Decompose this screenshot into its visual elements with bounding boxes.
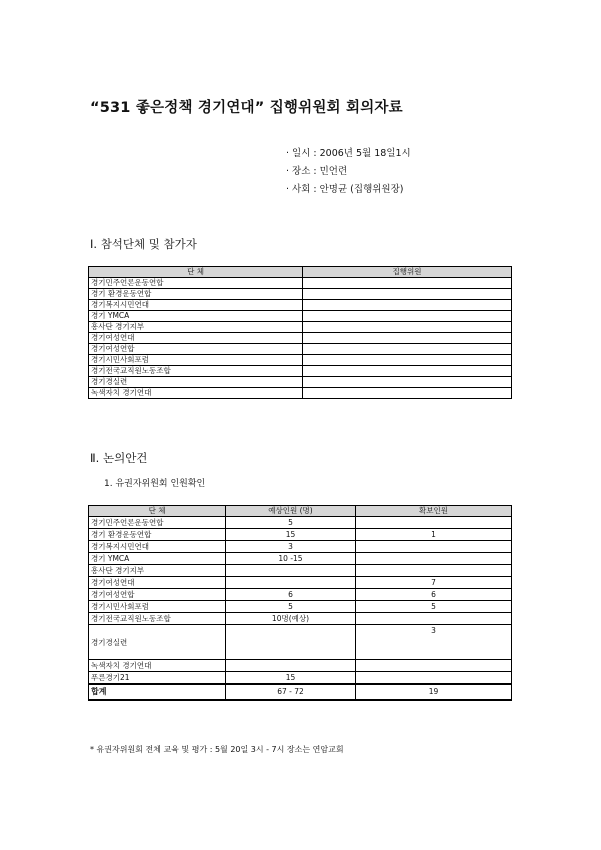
org-cell: 경기여성연대: [89, 333, 303, 344]
org-cell: 경기 YMCA: [89, 553, 226, 565]
org-cell: 경기전국교직원노동조합: [89, 366, 303, 377]
committee-table: [88, 505, 512, 701]
org-cell: 경기여성연합: [89, 344, 303, 355]
org-cell: 경기경실련: [89, 625, 226, 660]
agenda-item-1: 1. 유권자위원회 인원확인: [104, 479, 206, 489]
col-expected-header: 예상인원 (명): [226, 506, 356, 517]
member-cell: [303, 355, 512, 366]
table-row: [89, 388, 512, 399]
secured-cell: 5: [356, 601, 512, 613]
expected-cell: [226, 660, 356, 672]
footnote: * 유권자위원회 전체 교육 및 평가 : 5월 20일 3시 - 7시 장소는 연암교회: [90, 745, 344, 754]
section2-heading: Ⅱ. 논의안건: [90, 451, 148, 465]
expected-cell: 15: [226, 529, 356, 541]
member-cell: [303, 322, 512, 333]
table-row: [89, 311, 512, 322]
table-row: [89, 565, 512, 577]
expected-cell: [226, 625, 356, 660]
table-row: [89, 529, 512, 541]
participants-table: [88, 266, 512, 399]
table-row: [89, 589, 512, 601]
expected-cell: 3: [226, 541, 356, 553]
org-cell: 경기여성연대: [89, 577, 226, 589]
member-cell: [303, 300, 512, 311]
member-cell: [303, 278, 512, 289]
table-row: [89, 289, 512, 300]
org-cell: 푸른경기21: [89, 672, 226, 685]
expected-cell: 5: [226, 601, 356, 613]
org-cell: 녹색자치 경기연대: [89, 388, 303, 399]
table-row: [89, 660, 512, 672]
secured-cell: [356, 660, 512, 672]
expected-cell: [226, 565, 356, 577]
member-cell: [303, 344, 512, 355]
secured-cell: 6: [356, 589, 512, 601]
secured-cell: [356, 541, 512, 553]
member-cell: [303, 366, 512, 377]
table-row: [89, 672, 512, 685]
expected-cell: 5: [226, 517, 356, 529]
expected-cell: 15: [226, 672, 356, 685]
table-row: [89, 377, 512, 388]
member-cell: [303, 289, 512, 300]
table-row: [89, 601, 512, 613]
table-header-row: [89, 506, 512, 517]
section1-heading: Ⅰ. 참석단체 및 참가자: [90, 237, 197, 251]
table-row: [89, 517, 512, 529]
table-row: [89, 613, 512, 625]
org-cell: 경기경실련: [89, 377, 303, 388]
secured-cell: [356, 672, 512, 685]
expected-cell: 10 -15: [226, 553, 356, 565]
table-row: [89, 577, 512, 589]
total-secured: 19: [356, 684, 512, 700]
org-cell: 경기민주언론운동연합: [89, 517, 226, 529]
org-cell: 흥사단 경기지부: [89, 565, 226, 577]
secured-cell: 1: [356, 529, 512, 541]
table-row: [89, 300, 512, 311]
table-row: [89, 553, 512, 565]
col-org-header: 단 체: [89, 267, 303, 278]
org-cell: 경기 YMCA: [89, 311, 303, 322]
table-row: [89, 625, 512, 660]
org-cell: 경기시민사회포럼: [89, 355, 303, 366]
org-cell: 흥사단 경기지부: [89, 322, 303, 333]
table-row: [89, 366, 512, 377]
meeting-place: · 장소 : 민언련: [286, 166, 348, 177]
secured-cell: 3: [356, 625, 512, 660]
table-row: [89, 344, 512, 355]
table-header-row: [89, 267, 512, 278]
secured-cell: 7: [356, 577, 512, 589]
total-row: [89, 684, 512, 700]
table-row: [89, 355, 512, 366]
col-member-header: 집행위원: [303, 267, 512, 278]
member-cell: [303, 333, 512, 344]
org-cell: 경기복지시민연대: [89, 300, 303, 311]
org-cell: 경기전국교직원노동조합: [89, 613, 226, 625]
member-cell: [303, 311, 512, 322]
secured-cell: [356, 517, 512, 529]
expected-cell: 6: [226, 589, 356, 601]
table-row: [89, 322, 512, 333]
meeting-host: · 사회 : 안명균 (집행위원장): [286, 184, 404, 195]
meeting-date: · 일시 : 2006년 5월 18일1시: [286, 148, 411, 159]
document-title: “531 좋은정책 경기연대” 집행위원회 회의자료: [90, 100, 403, 116]
secured-cell: [356, 553, 512, 565]
total-label: 합계: [89, 684, 226, 700]
table-row: [89, 278, 512, 289]
secured-cell: [356, 565, 512, 577]
org-cell: 경기 환경운동연합: [89, 529, 226, 541]
org-cell: 경기시민사회포럼: [89, 601, 226, 613]
org-cell: 녹색자치 경기연대: [89, 660, 226, 672]
org-cell: 경기민주언론운동연합: [89, 278, 303, 289]
table-row: [89, 333, 512, 344]
org-cell: 경기 환경운동연합: [89, 289, 303, 300]
col-secured-header: 확보인원: [356, 506, 512, 517]
org-cell: 경기여성연합: [89, 589, 226, 601]
table-row: [89, 541, 512, 553]
member-cell: [303, 388, 512, 399]
member-cell: [303, 377, 512, 388]
secured-cell: [356, 613, 512, 625]
col-org-header: 단 체: [89, 506, 226, 517]
expected-cell: 10명(예상): [226, 613, 356, 625]
total-expected: 67 - 72: [226, 684, 356, 700]
expected-cell: [226, 577, 356, 589]
org-cell: 경기복지시민연대: [89, 541, 226, 553]
